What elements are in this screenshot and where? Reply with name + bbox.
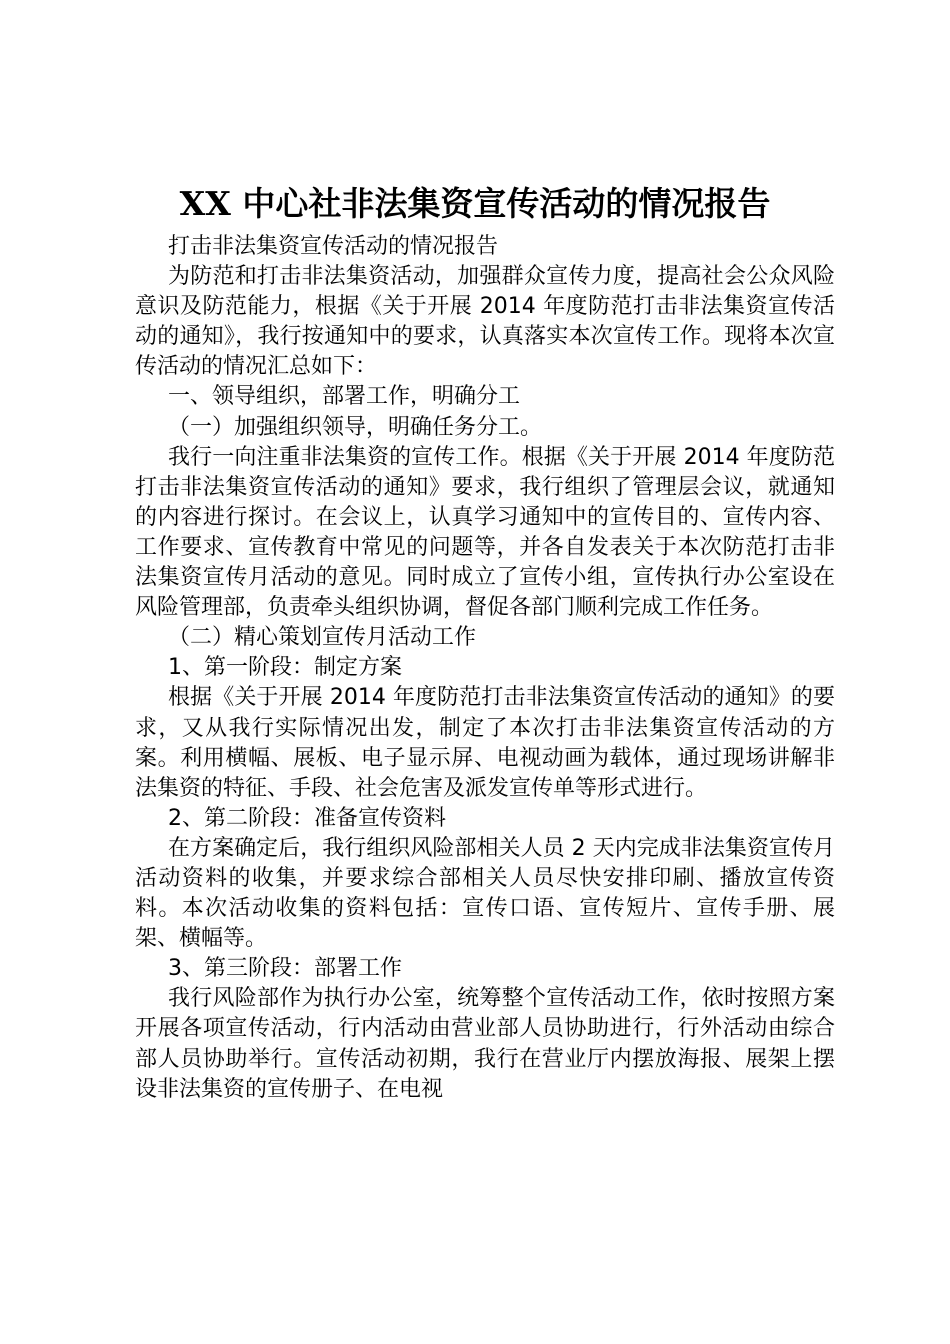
document-body bbox=[135, 232, 835, 1105]
subtitle-paragraph: 打击非法集资宣传活动的情况报告 bbox=[168, 234, 499, 259]
stage-heading-1: 1、第一阶段：制定方案 bbox=[168, 655, 402, 681]
intro-paragraph: 为防范和打击非法集资活动，加强群众宣传力度，提高社会公众风险意识及防范能力，根据《关于开展 2014 年度防范打击非法集资宣传活动的通知》，我行按通知中的要求，认真落实本次宣传工作。现将本次宣传活动的情况汇总如下： bbox=[135, 264, 835, 380]
subsection-heading-1: （一）加强组织领导，明确任务分工。 bbox=[168, 414, 543, 440]
section-heading-1: 一、领导组织，部署工作，明确分工 bbox=[168, 384, 521, 410]
subsection-heading-2: （二）精心策划宣传月活动工作 bbox=[168, 625, 477, 651]
body-paragraph-2: 根据《关于开展 2014 年度防范打击非法集资宣传活动的通知》的要求，又从我行实际情况出发，制定了本次打击非法集资宣传活动的方案。利用横幅、展板、电子显示屏、电视动画为载体，通过现场讲解非法集资的特征、手段、社会危害及派发宣传单等形式进行。 bbox=[135, 685, 835, 801]
body-paragraph-4: 我行风险部作为执行办公室，统筹整个宣传活动工作，依时按照方案开展各项宣传活动，行内活动由营业部人员协助进行，行外活动由综合部人员协助举行。宣传活动初期，我行在营业厅内摆放海报、展架上摆设非法集资的宣传册子、在电视 bbox=[135, 986, 835, 1102]
stage-heading-3: 3、第三阶段：部署工作 bbox=[168, 956, 402, 982]
body-paragraph-3: 在方案确定后，我行组织风险部相关人员 2 天内完成非法集资宣传月活动资料的收集，并要求综合部相关人员尽快安排印刷、播放宣传资料。本次活动收集的资料包括：宣传口语、宣传短片、宣传手册、展架、横幅等。 bbox=[135, 835, 835, 952]
document-title: XX 中心社非法集资宣传活动的情况报告 bbox=[179, 184, 771, 223]
stage-heading-2: 2、第二阶段：准备宣传资料 bbox=[168, 805, 446, 831]
body-paragraph-1: 我行一向注重非法集资的宣传工作。根据《关于开展 2014 年度防范打击非法集资宣传活动的通知》要求，我行组织了管理层会议，就通知的内容进行探讨。在会议上，认真学习通知中的宣传目的、宣传内容、工作要求、宣传教育中常见的问题等，并各自发表关于本次防范打击非法集资宣传月活动的意见。同时成立了宣传小组，宣传执行办公室设在风险管理部，负责牵头组织协调，督促各部门顺利完成工作任务。 bbox=[135, 444, 835, 621]
